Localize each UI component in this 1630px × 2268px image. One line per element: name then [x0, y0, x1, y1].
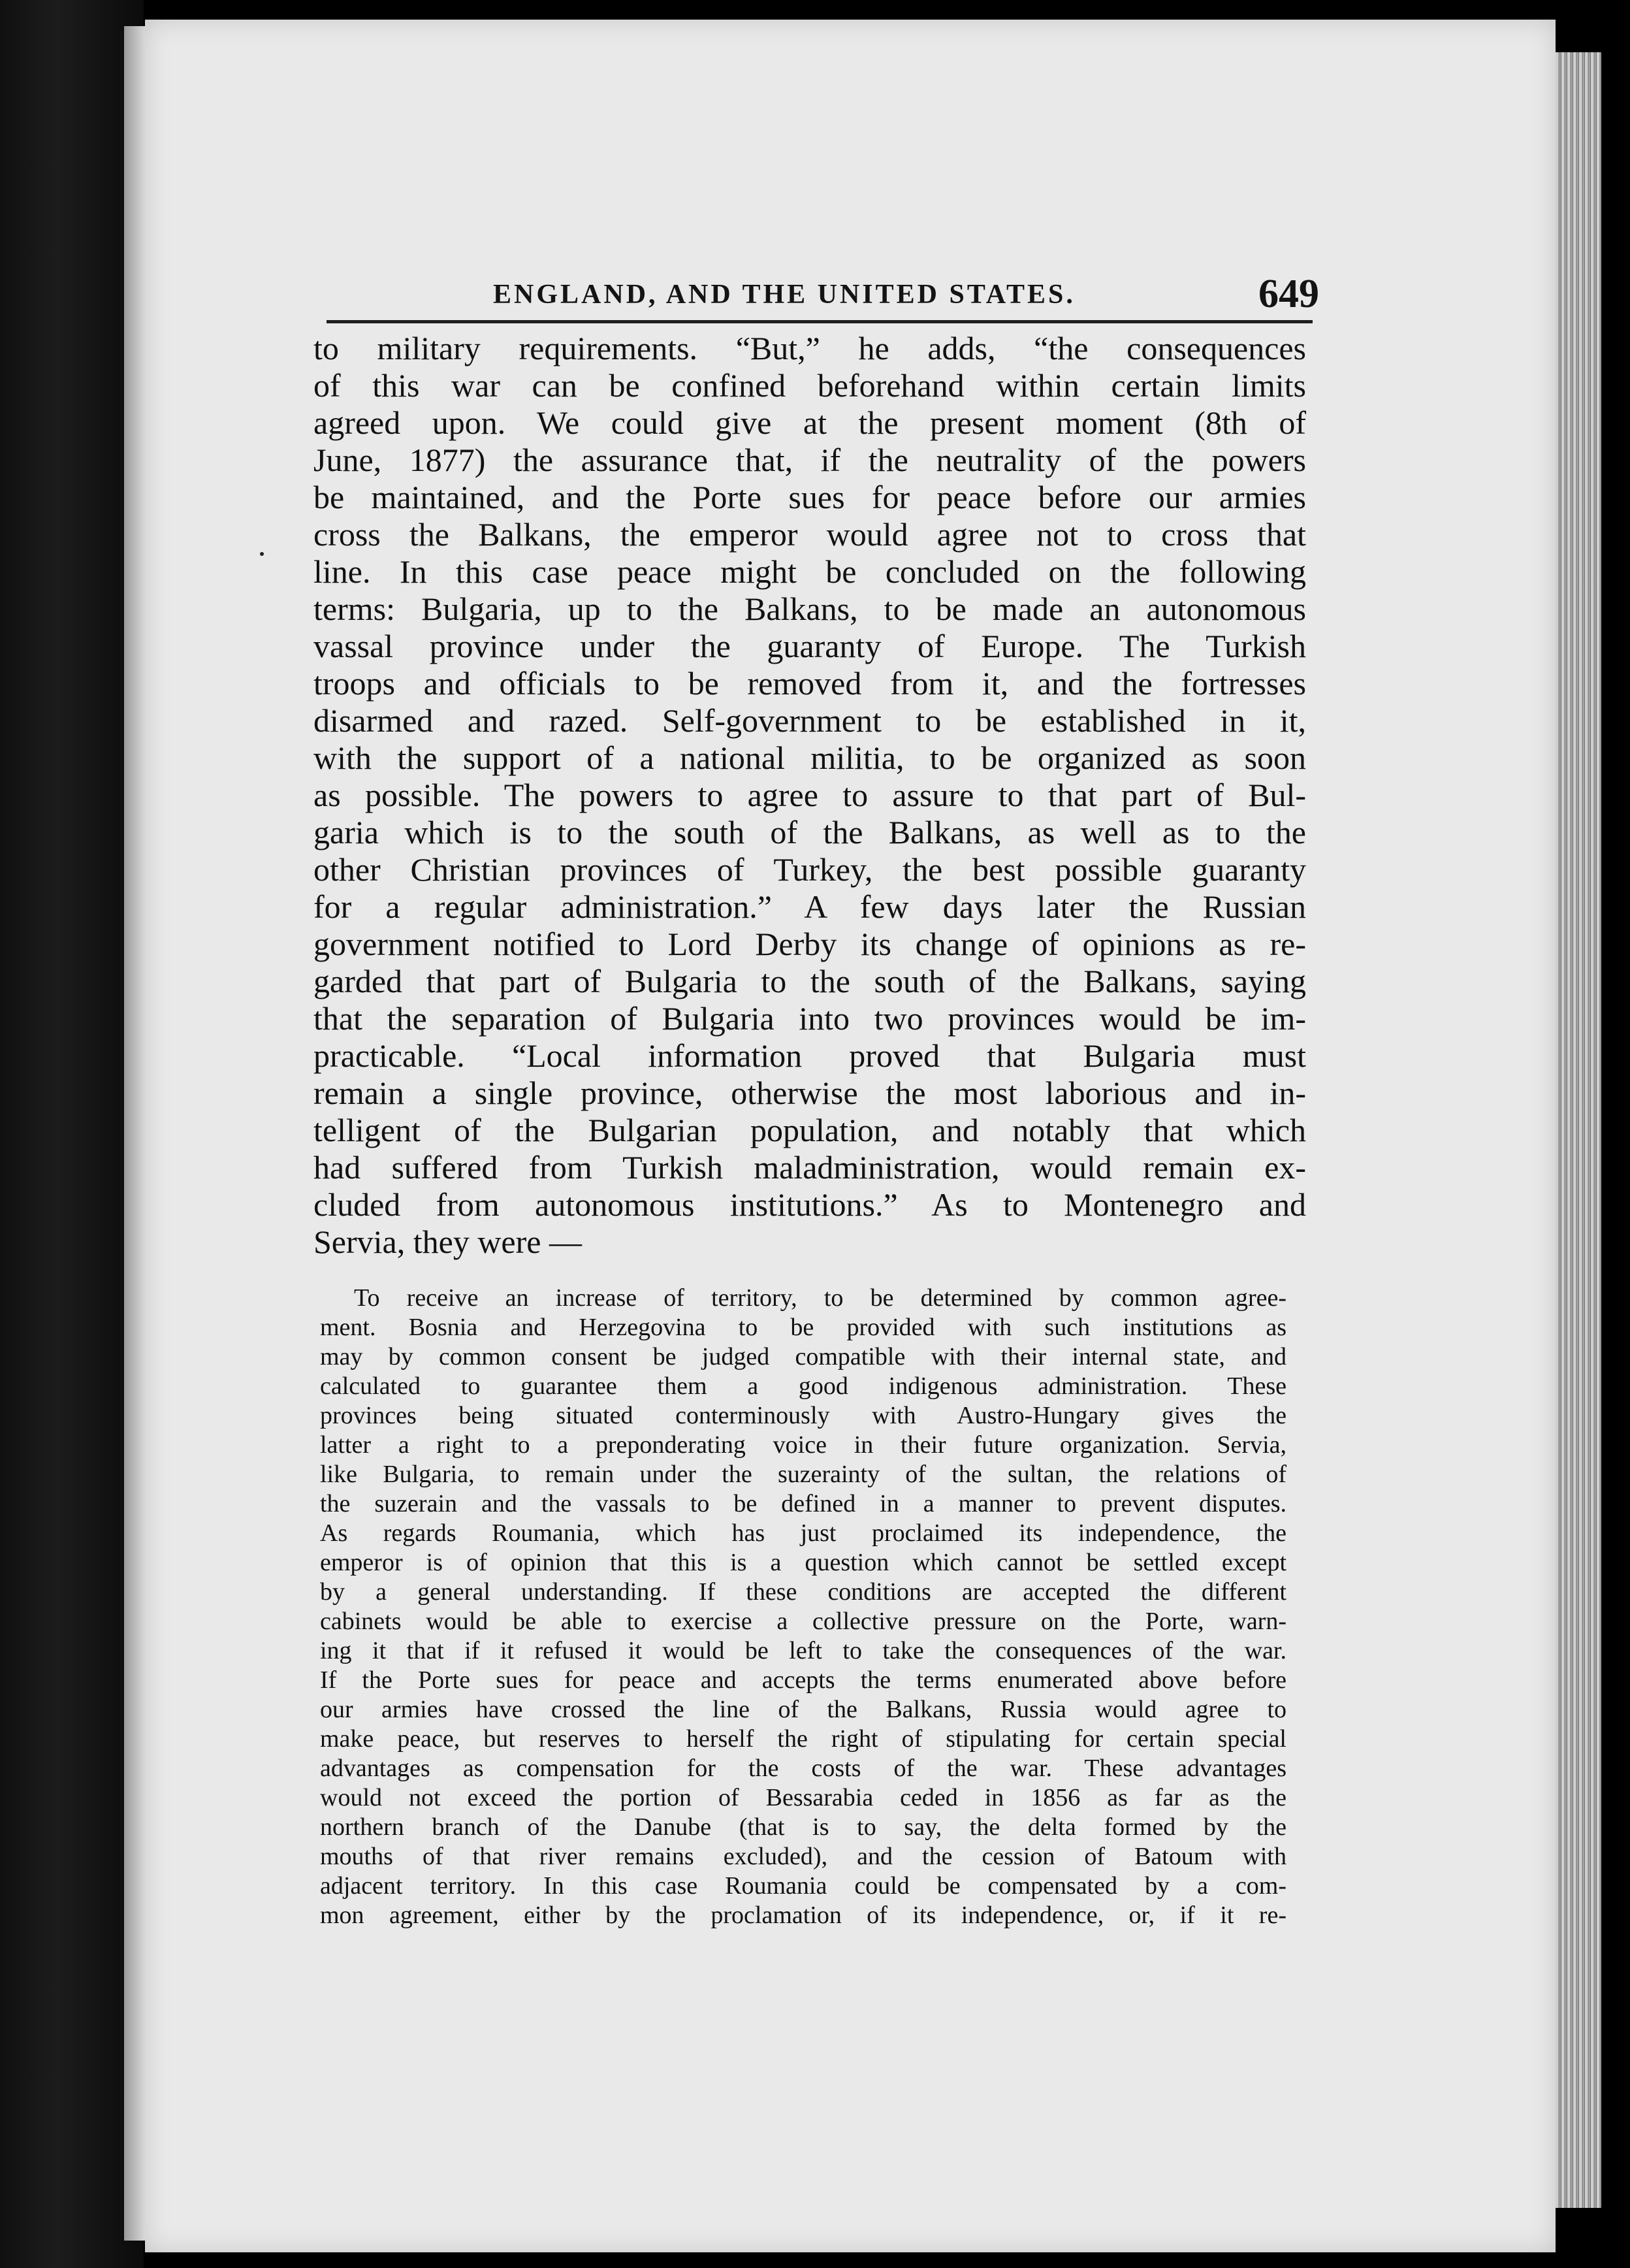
body-line: Servia, they were — — [313, 1223, 582, 1260]
quote-line: ment. Bosnia and Herzegovina to be provided with such institutions as — [320, 1314, 1286, 1341]
body-line: cross the Balkans, the emperor would agree not to cross that — [313, 516, 1306, 553]
quote-line: As regards Roumania, which has just proclaimed its independence, the — [320, 1519, 1286, 1547]
facing-page-edge — [0, 0, 144, 2268]
body-line: as possible. The powers to agree to assure to that part of Bul- — [313, 777, 1306, 813]
body-line: garia which is to the south of the Balkans, as well as to the — [313, 814, 1306, 850]
quote-line: adjacent territory. In this case Roumania could be compensated by a com- — [320, 1872, 1286, 1900]
body-line: practicable. “Local information proved that Bulgaria must — [313, 1037, 1306, 1074]
quote-line: If the Porte sues for peace and accepts the terms enumerated above before — [320, 1666, 1286, 1694]
page-number: 649 — [1258, 272, 1319, 316]
body-line: June, 1877) the assurance that, if the neutrality of the powers — [313, 442, 1306, 478]
quote-line: cabinets would be able to exercise a collective pressure on the Porte, warn- — [320, 1608, 1286, 1635]
body-line: agreed upon. We could give at the present moment (8th of — [313, 404, 1306, 441]
body-line: cluded from autonomous institutions.” As to Montenegro and — [313, 1186, 1306, 1223]
facing-page-margin — [124, 26, 145, 2241]
body-line: government notified to Lord Derby its change of opinions as re- — [313, 926, 1306, 962]
body-line: troops and officials to be removed from it, and the fortresses — [313, 665, 1306, 702]
running-head — [327, 271, 1319, 317]
body-line: garded that part of Bulgaria to the south of the Balkans, saying — [313, 963, 1306, 999]
quote-line: latter a right to a preponderating voice in their future organization. Servia, — [320, 1431, 1286, 1459]
main-text-block — [313, 330, 1306, 1261]
quote-line: advantages as compensation for the costs of the war. These advantages — [320, 1755, 1286, 1782]
quote-line: our armies have crossed the line of the Balkans, Russia would agree to — [320, 1696, 1286, 1723]
body-line: other Christian provinces of Turkey, the best possible guaranty — [313, 851, 1306, 888]
scan-speck — [260, 552, 264, 556]
page-stack-edges — [1556, 52, 1601, 2208]
body-line: line. In this case peace might be concluded on the following — [313, 553, 1306, 590]
body-line: remain a single province, otherwise the most laborious and in- — [313, 1075, 1306, 1111]
body-line: be maintained, and the Porte sues for peace before our armies — [313, 479, 1306, 515]
body-line: disarmed and razed. Self-government to be established in it, — [313, 702, 1306, 739]
quote-line: mouths of that river remains excluded), and the cession of Batoum with — [320, 1843, 1286, 1870]
block-quote — [320, 1284, 1286, 1930]
quote-line: To receive an increase of territory, to be determined by common agree- — [354, 1284, 1286, 1312]
quote-line: mon agreement, either by the proclamation of its independence, or, if it re- — [320, 1902, 1286, 1929]
quote-line: northern branch of the Danube (that is to say, the delta formed by the — [320, 1813, 1286, 1841]
body-line: telligent of the Bulgarian population, and notably that which — [313, 1112, 1306, 1148]
quote-line: make peace, but reserves to herself the right of stipulating for certain special — [320, 1725, 1286, 1753]
header-rule — [327, 320, 1313, 323]
body-line: had suffered from Turkish maladministration, would remain ex- — [313, 1149, 1306, 1186]
body-line: with the support of a national militia, to be organized as soon — [313, 739, 1306, 776]
quote-line: may by common consent be judged compatible with their internal state, and — [320, 1343, 1286, 1370]
body-line: of this war can be confined beforehand within certain limits — [313, 367, 1306, 404]
body-line: terms: Bulgaria, up to the Balkans, to be made an autonomous — [313, 591, 1306, 627]
quote-line: ing it that if it refused it would be left to take the consequences of the war. — [320, 1637, 1286, 1664]
quote-line: the suzerain and the vassals to be defined in a manner to prevent disputes. — [320, 1490, 1286, 1517]
body-line: that the separation of Bulgaria into two provinces would be im- — [313, 1000, 1306, 1037]
quote-line: provinces being situated conterminously with Austro-Hungary gives the — [320, 1402, 1286, 1429]
quote-line: like Bulgaria, to remain under the suzerainty of the sultan, the relations of — [320, 1461, 1286, 1488]
body-line: to military requirements. “But,” he adds, “the consequences — [313, 330, 1306, 366]
running-head-title: ENGLAND, AND THE UNITED STATES. — [493, 280, 1076, 310]
quote-line: by a general understanding. If these conditions are accepted the different — [320, 1578, 1286, 1606]
body-line: for a regular administration.” A few days later the Russian — [313, 888, 1306, 925]
quote-line: emperor is of opinion that this is a question which cannot be settled except — [320, 1549, 1286, 1576]
body-line: vassal province under the guaranty of Europe. The Turkish — [313, 628, 1306, 664]
quote-line: would not exceed the portion of Bessarabia ceded in 1856 as far as the — [320, 1784, 1286, 1811]
quote-line: calculated to guarantee them a good indigenous administration. These — [320, 1372, 1286, 1400]
